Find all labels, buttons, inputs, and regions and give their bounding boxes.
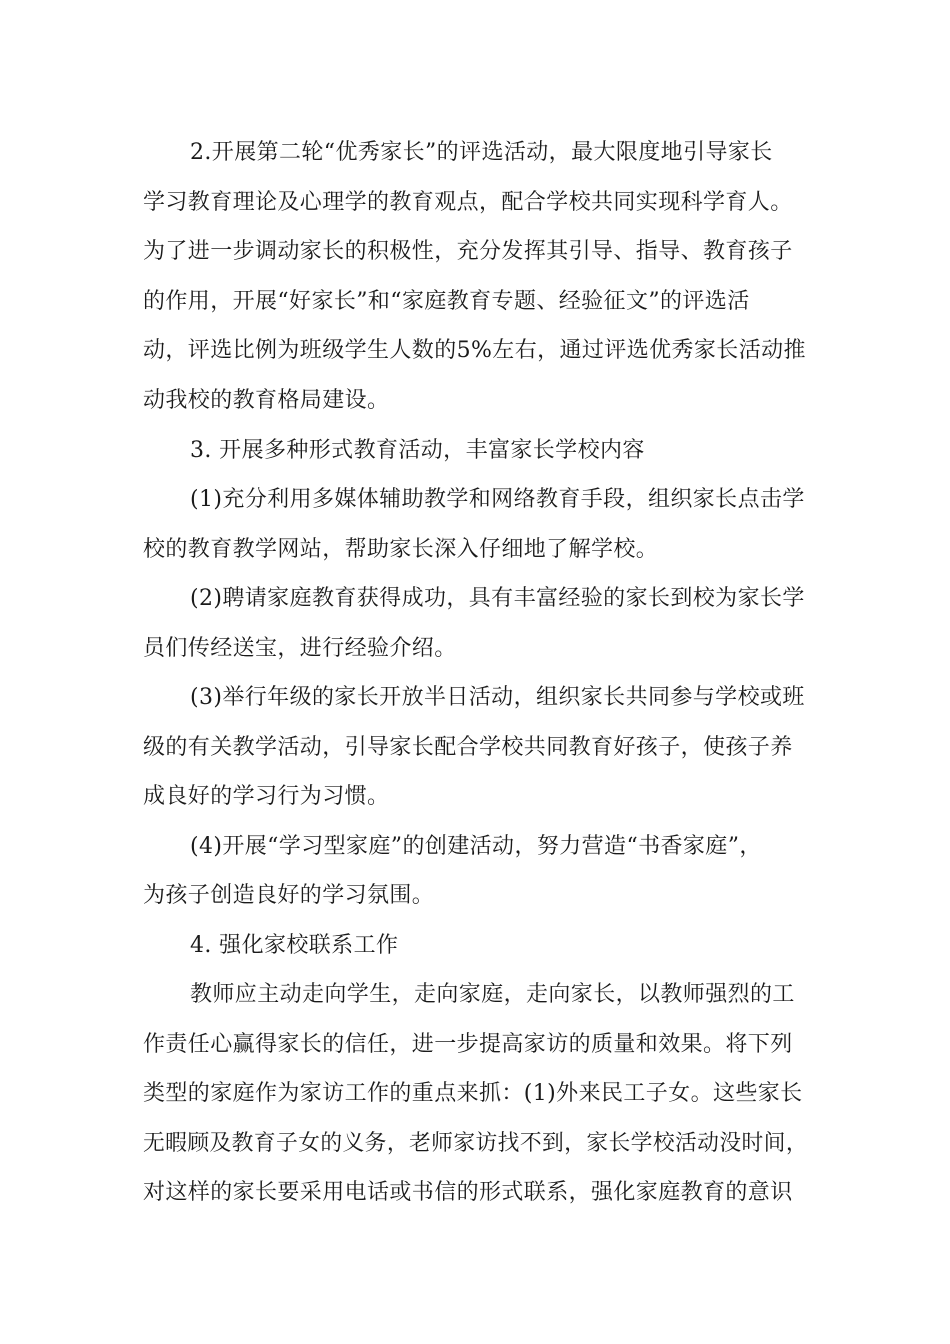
text-line: 成良好的学习行为习惯。	[143, 784, 390, 809]
section-heading: 3. 开展多种形式教育活动，丰富家长学校内容	[190, 438, 645, 463]
text-line: 教师应主动走向学生，走向家庭，走向家长，以教师强烈的工	[190, 982, 795, 1007]
text-line: 2.开展第二轮“优秀家长”的评选活动，最大限度地引导家长	[190, 140, 773, 165]
text-line: 动，评选比例为班级学生人数的5%左右，通过评选优秀家长活动推	[143, 338, 806, 363]
section-heading: 4. 强化家校联系工作	[190, 933, 399, 958]
text-line: (2)聘请家庭教育获得成功，具有丰富经验的家长到校为家长学	[190, 586, 805, 611]
text-line: (3)举行年级的家长开放半日活动，组织家长共同参与学校或班	[190, 685, 805, 710]
text-line: 学习教育理论及心理学的教育观点，配合学校共同实现科学育人。	[143, 190, 793, 215]
text-line: (1)充分利用多媒体辅助教学和网络教育手段，组织家长点击学	[190, 487, 805, 512]
text-line: 为了进一步调动家长的积极性，充分发挥其引导、指导、教育孩子	[143, 239, 793, 264]
text-line: 级的有关教学活动，引导家长配合学校共同教育好孩子，使孩子养	[143, 735, 793, 760]
text-line: 无暇顾及教育子女的义务，老师家访找不到，家长学校活动没时间，	[143, 1131, 809, 1156]
text-line: 动我校的教育格局建设。	[143, 388, 390, 413]
text-line: 员们传经送宝，进行经验介绍。	[143, 636, 457, 661]
text-line: 作责任心赢得家长的信任，进一步提高家访的质量和效果。将下列	[143, 1032, 793, 1057]
text-line: 类型的家庭作为家访工作的重点来抓：(1)外来民工子女。这些家长	[143, 1081, 803, 1106]
text-line: (4)开展“学习型家庭”的创建活动，努力营造“书香家庭”，	[190, 834, 762, 859]
text-line: 校的教育教学网站，帮助家长深入仔细地了解学校。	[143, 537, 659, 562]
text-line: 对这样的家长要采用电话或书信的形式联系，强化家庭教育的意识	[143, 1180, 793, 1205]
text-line: 为孩子创造良好的学习氛围。	[143, 883, 435, 908]
text-line: 的作用，开展“好家长”和“家庭教育专题、经验征文”的评选活	[143, 289, 750, 314]
